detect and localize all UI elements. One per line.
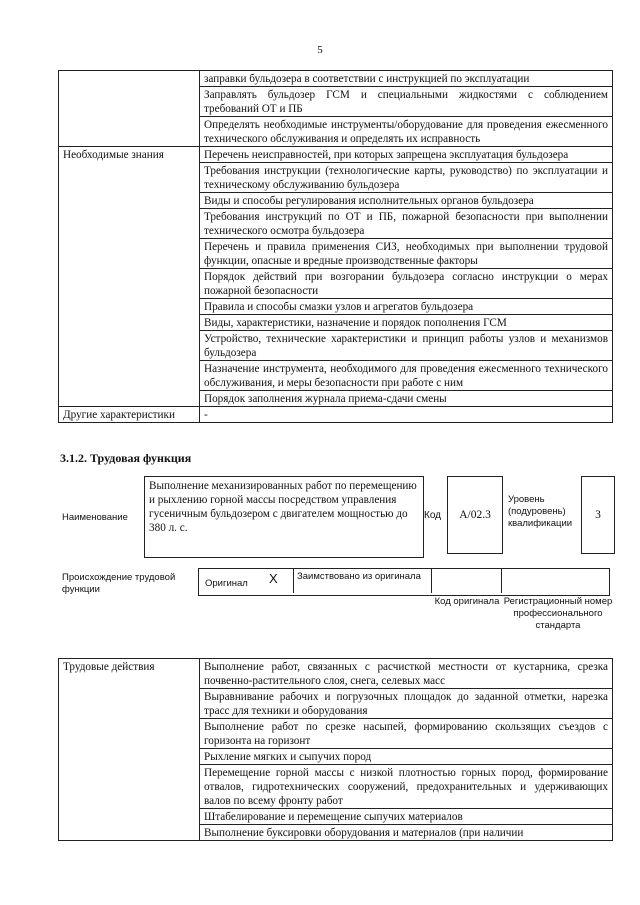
other-characteristics-label: Другие характеристики: [59, 407, 200, 423]
qualification-level-label: Уровень (подуровень) квалификации: [508, 494, 573, 529]
row-text: Порядок заполнения журнала приема-сдачи смены: [200, 391, 613, 407]
row-text: Перечень неисправностей, при которых запрещена эксплуатация бульдозера: [200, 147, 613, 163]
labor-actions-table: [58, 658, 613, 841]
origin-label: Происхождение трудовой функции: [62, 572, 176, 595]
table-row: [59, 147, 613, 163]
table-row: [59, 659, 613, 689]
row-text: Выполнение работ по срезке насыпей, формированию скользящих съездов с горизонта на горизонт: [200, 719, 613, 749]
original-cell: [199, 569, 294, 593]
function-name-value: Выполнение механизированных работ по перемещению и рыхлению горной массы посредством управления гусеничным бульдозером с двигателем мощностью до 380 л. с.: [144, 476, 424, 558]
row-text: Рыхление мягких и сыпучих пород: [200, 749, 613, 765]
page-number: 5: [317, 44, 323, 56]
row-text: Требования инструкций по ОТ и ПБ, пожарной безопасности при выполнении технического осмотра бульдозера: [200, 209, 613, 239]
row-text: Порядок действий при возгорании бульдозера согласно инструкции о мерах пожарной безопасности: [200, 269, 613, 299]
origin-code-caption: Код оригинала: [434, 596, 500, 607]
row-text: Виды, характеристики, назначение и порядок пополнения ГСМ: [200, 315, 613, 331]
section-heading: 3.1.2. Трудовая функция: [60, 451, 192, 465]
row-text: Выполнение работ, связанных с расчисткой местности от кустарника, срезка почвенно-растительного слоя, снега, селевых масс: [200, 659, 613, 689]
origin-code-cell: [431, 569, 502, 593]
row-text: Перемещение горной массы с низкой плотностью горных пород, формирование отвалов, гидротехнических сооружений, предохранительных и удерживающих валов по всему фронту работ: [200, 765, 613, 809]
row-text: Штабелирование и перемещение сыпучих материалов: [200, 809, 613, 825]
row-text: Определять необходимые инструменты/оборудование для проведения ежесменного технического обслуживания и определять их исправность: [200, 117, 613, 147]
row-text: Правила и способы смазки узлов и агрегатов бульдозера: [200, 299, 613, 315]
name-label: Наименование: [62, 512, 128, 523]
row-text: Выравнивание рабочих и погрузочных площадок до заданной отметки, нарезка трасс для техники и оборудования: [200, 689, 613, 719]
code-label: Код: [424, 510, 442, 521]
original-label: Оригинал: [205, 578, 248, 589]
row-text: Назначение инструмента, необходимого для проведения ежесменного технического обслуживания, и меры безопасности при работе с ним: [200, 361, 613, 391]
row-text: Устройство, технические характеристики и принцип работы узлов и механизмов бульдозера: [200, 331, 613, 361]
labor-actions-label: Трудовые действия: [59, 659, 200, 841]
registration-number-caption: Регистрационный номер профессионального стандарта: [503, 596, 613, 631]
origin-row: [198, 568, 610, 596]
row-text: -: [200, 407, 613, 423]
row-text: заправки бульдозера в соответствии с инструкцией по эксплуатации: [200, 71, 613, 87]
skills-knowledge-table: [58, 70, 613, 423]
row-text: Выполнение буксировки оборудования и материалов (при наличии: [200, 825, 613, 841]
qualification-level-value: 3: [581, 476, 615, 554]
registration-number-cell: [501, 569, 607, 593]
table-row: [59, 71, 613, 87]
row-text: Заправлять бульдозер ГСМ и специальными жидкостями с соблюдением требований ОТ и ПБ: [200, 87, 613, 117]
original-mark: X: [269, 571, 278, 586]
table-row: [59, 407, 613, 423]
required-knowledge-label: Необходимые знания: [59, 147, 200, 407]
borrowed-cell: [293, 569, 432, 593]
row-label: [59, 71, 200, 147]
row-text: Перечень и правила применения СИЗ, необходимых при выполнении трудовой функции, опасные и вредные производственные факторы: [200, 239, 613, 269]
borrowed-label: Заимствовано из оригинала: [297, 571, 421, 582]
row-text: Требования инструкции (технологические карты, руководство) по эксплуатации и техническому обслуживанию бульдозера: [200, 163, 613, 193]
function-code-value: А/02.3: [447, 476, 503, 554]
row-text: Виды и способы регулирования исполнительных органов бульдозера: [200, 193, 613, 209]
